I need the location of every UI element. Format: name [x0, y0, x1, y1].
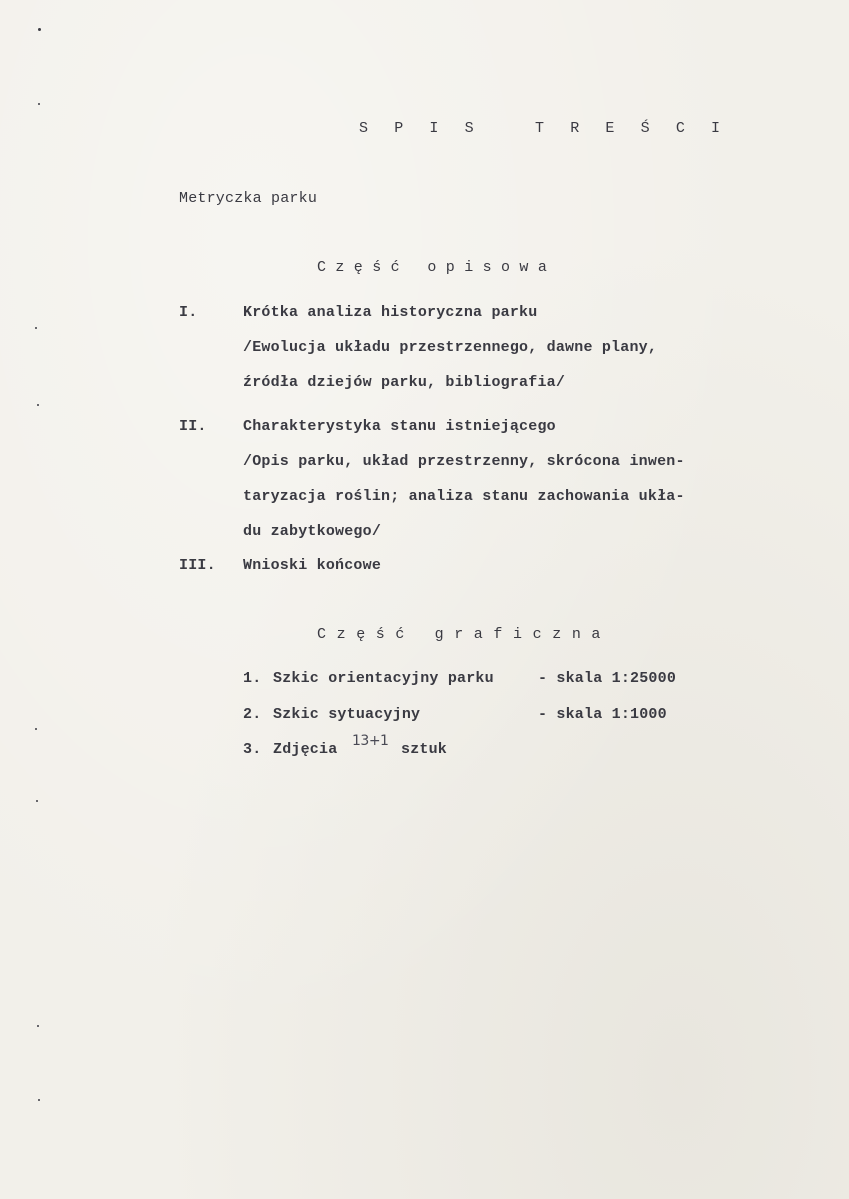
graphic-item-2-number: 2.	[243, 706, 262, 723]
margin-speck	[38, 1099, 40, 1101]
intro-line: Metryczka parku	[179, 190, 318, 207]
graphic-item-2-label: Szkic sytuacyjny	[273, 706, 421, 723]
margin-speck	[35, 728, 37, 730]
page-title: S P I S T R E Ś C I	[359, 120, 729, 137]
item-i-line-2: /Ewolucja układu przestrzennego, dawne plany,	[243, 339, 658, 356]
item-ii-line-3: taryzacja roślin; analiza stanu zachowania ukła-	[243, 488, 685, 505]
item-i-line-1: Krótka analiza historyczna parku	[243, 304, 538, 321]
margin-speck	[36, 800, 38, 802]
item-i-line-3: źródła dziejów parku, bibliografia/	[243, 374, 566, 391]
graphic-item-1-scale: - skala 1:25000	[538, 670, 677, 687]
graphic-item-3-label: Zdjęcia	[273, 741, 338, 758]
item-numeral-ii: II.	[179, 418, 207, 435]
section-heading-graphic: Część graficzna	[317, 626, 612, 643]
margin-speck	[38, 28, 41, 31]
section-heading-descriptive: Część opisowa	[317, 259, 557, 276]
handwritten-count: 13+1	[352, 733, 389, 749]
item-numeral-i: I.	[179, 304, 198, 321]
margin-speck	[38, 103, 40, 105]
item-ii-line-2: /Opis parku, układ przestrzenny, skrócona inwen-	[243, 453, 685, 470]
margin-speck	[35, 327, 37, 329]
graphic-item-2-scale: - skala 1:1000	[538, 706, 667, 723]
item-numeral-iii: III.	[179, 557, 216, 574]
graphic-item-1-label: Szkic orientacyjny parku	[273, 670, 494, 687]
margin-speck	[37, 404, 39, 406]
item-ii-line-4: du zabytkowego/	[243, 523, 382, 540]
item-ii-line-1: Charakterystyka stanu istniejącego	[243, 418, 556, 435]
item-iii-line-1: Wnioski końcowe	[243, 557, 382, 574]
graphic-item-3-number: 3.	[243, 741, 262, 758]
graphic-item-1-number: 1.	[243, 670, 262, 687]
margin-speck	[37, 1025, 39, 1027]
graphic-item-3-suffix: sztuk	[401, 741, 448, 758]
